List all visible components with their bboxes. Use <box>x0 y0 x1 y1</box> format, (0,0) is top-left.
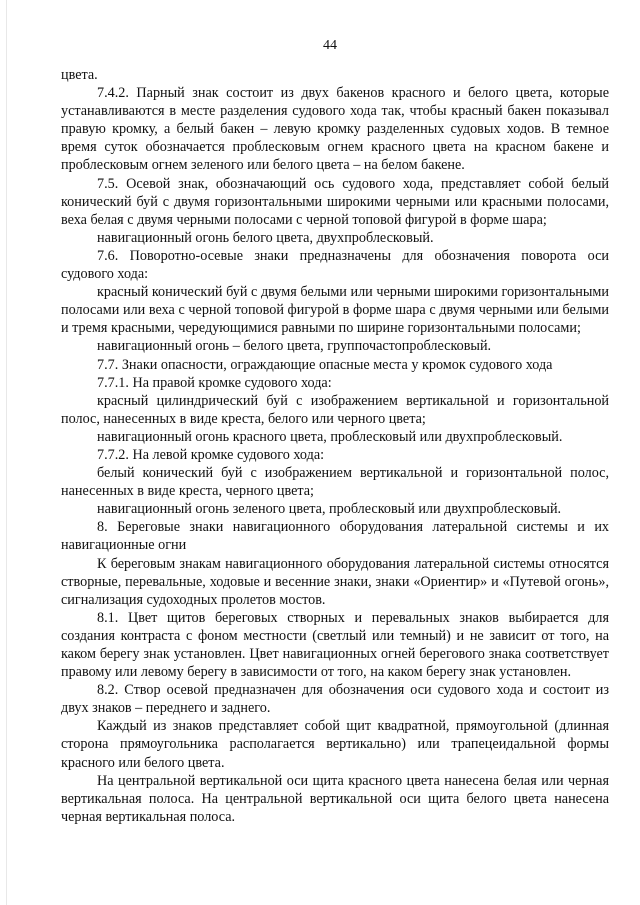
paragraph-7-7-1-light: навигационный огонь красного цвета, проблесковый или двухпроблесковый. <box>97 428 563 445</box>
scan-edge-line <box>6 0 7 905</box>
paragraph-7-7-2: 7.7.2. На левой кромке судового хода: <box>97 446 325 463</box>
paragraph-7-6-light: навигационный огонь – белого цвета, группочастопроблесковый. <box>97 338 492 355</box>
paragraph-7-4-2: 7.4.2. Парный знак состоит из двух бакенов красного и белого цвета, которые устанавливаются в месте разделения судового хода так, чтобы красный бакен показывал правую кромку, а белый бакен – левую кромку разделенных судовых ходов. В темное время суток обозначается проблесковым огнем красного цвета на красном бакене и проблесковым огнем зеленого или белого цвета – на белом бакене. <box>61 85 609 174</box>
paragraph-7-6-description: красный конический буй с двумя белыми или черными широкими горизонтальными полосами или веха с черной топовой фигурой в форме шара с двумя черными или белыми и тремя красными, чередующимися равными по ширине горизонтальными полосами; <box>61 284 609 337</box>
paragraph-7-5: 7.5. Осевой знак, обозначающий ось судового хода, представляет собой белый конический буй с двумя горизонтальными широкими черными или красными полосами, веха белая с двумя черными полосами с черной топовой фигурой в форме шара; <box>61 175 609 228</box>
paragraph-7-7-2-description: белый конический буй с изображением вертикальной и горизонтальной полос, нанесенных в виде креста, черного цвета; <box>61 465 609 500</box>
paragraph-7-6: 7.6. Поворотно-осевые знаки предназначены для обозначения поворота оси судового хода: <box>61 247 609 283</box>
document-body <box>61 66 609 826</box>
paragraph-8-2: 8.2. Створ осевой предназначен для обозначения оси судового хода и состоит из двух знаков – переднего и заднего. <box>61 682 609 717</box>
paragraph-7-7-2-light: навигационный огонь зеленого цвета, проблесковый или двухпроблесковый. <box>97 501 562 518</box>
page-number: 44 <box>323 38 337 53</box>
paragraph-7-5-light: навигационный огонь белого цвета, двухпроблесковый. <box>97 229 434 246</box>
paragraph-7-7: 7.7. Знаки опасности, ограждающие опасные места у кромок судового хода <box>97 356 553 373</box>
paragraph-7-7-1-description: красный цилиндрический буй с изображением вертикальной и горизонтальной полос, нанесенных в виде креста, белого или черного цвета; <box>61 392 609 427</box>
paragraph-8-2-shields: Каждый из знаков представляет собой щит квадратной, прямоугольной (длинная сторона прямоугольника располагается вертикально) или трапецеидальной формы красного или белого цвета. <box>61 718 609 771</box>
paragraph-8-1: 8.1. Цвет щитов береговых створных и перевальных знаков выбирается для создания контраста с фоном местности (светлый или темный) и не зависит от того, на каком берегу знак установлен. Цвет навигационных огней берегового знака соответствует правому или левому берегу в зависимости от того, на каком берегу знак установлен. <box>61 609 609 681</box>
section-8-heading: 8. Береговые знаки навигационного оборудования латеральной системы и их навигационные огни <box>61 519 609 554</box>
paragraph-7-7-1: 7.7.1. На правой кромке судового хода: <box>97 374 332 391</box>
paragraph-continuation: цвета. <box>61 67 98 83</box>
paragraph-8-2-stripes: На центральной вертикальной оси щита красного цвета нанесена белая или черная вертикальная полоса. На центральной вертикальной оси щита белого цвета нанесена черная вертикальная полоса. <box>61 772 609 825</box>
paragraph-8-intro: К береговым знакам навигационного оборудования латеральной системы относятся створные, перевальные, ходовые и весенние знаки, знаки «Ориентир» и «Путевой огонь», сигнализация судоходных пролетов мостов. <box>61 555 609 608</box>
